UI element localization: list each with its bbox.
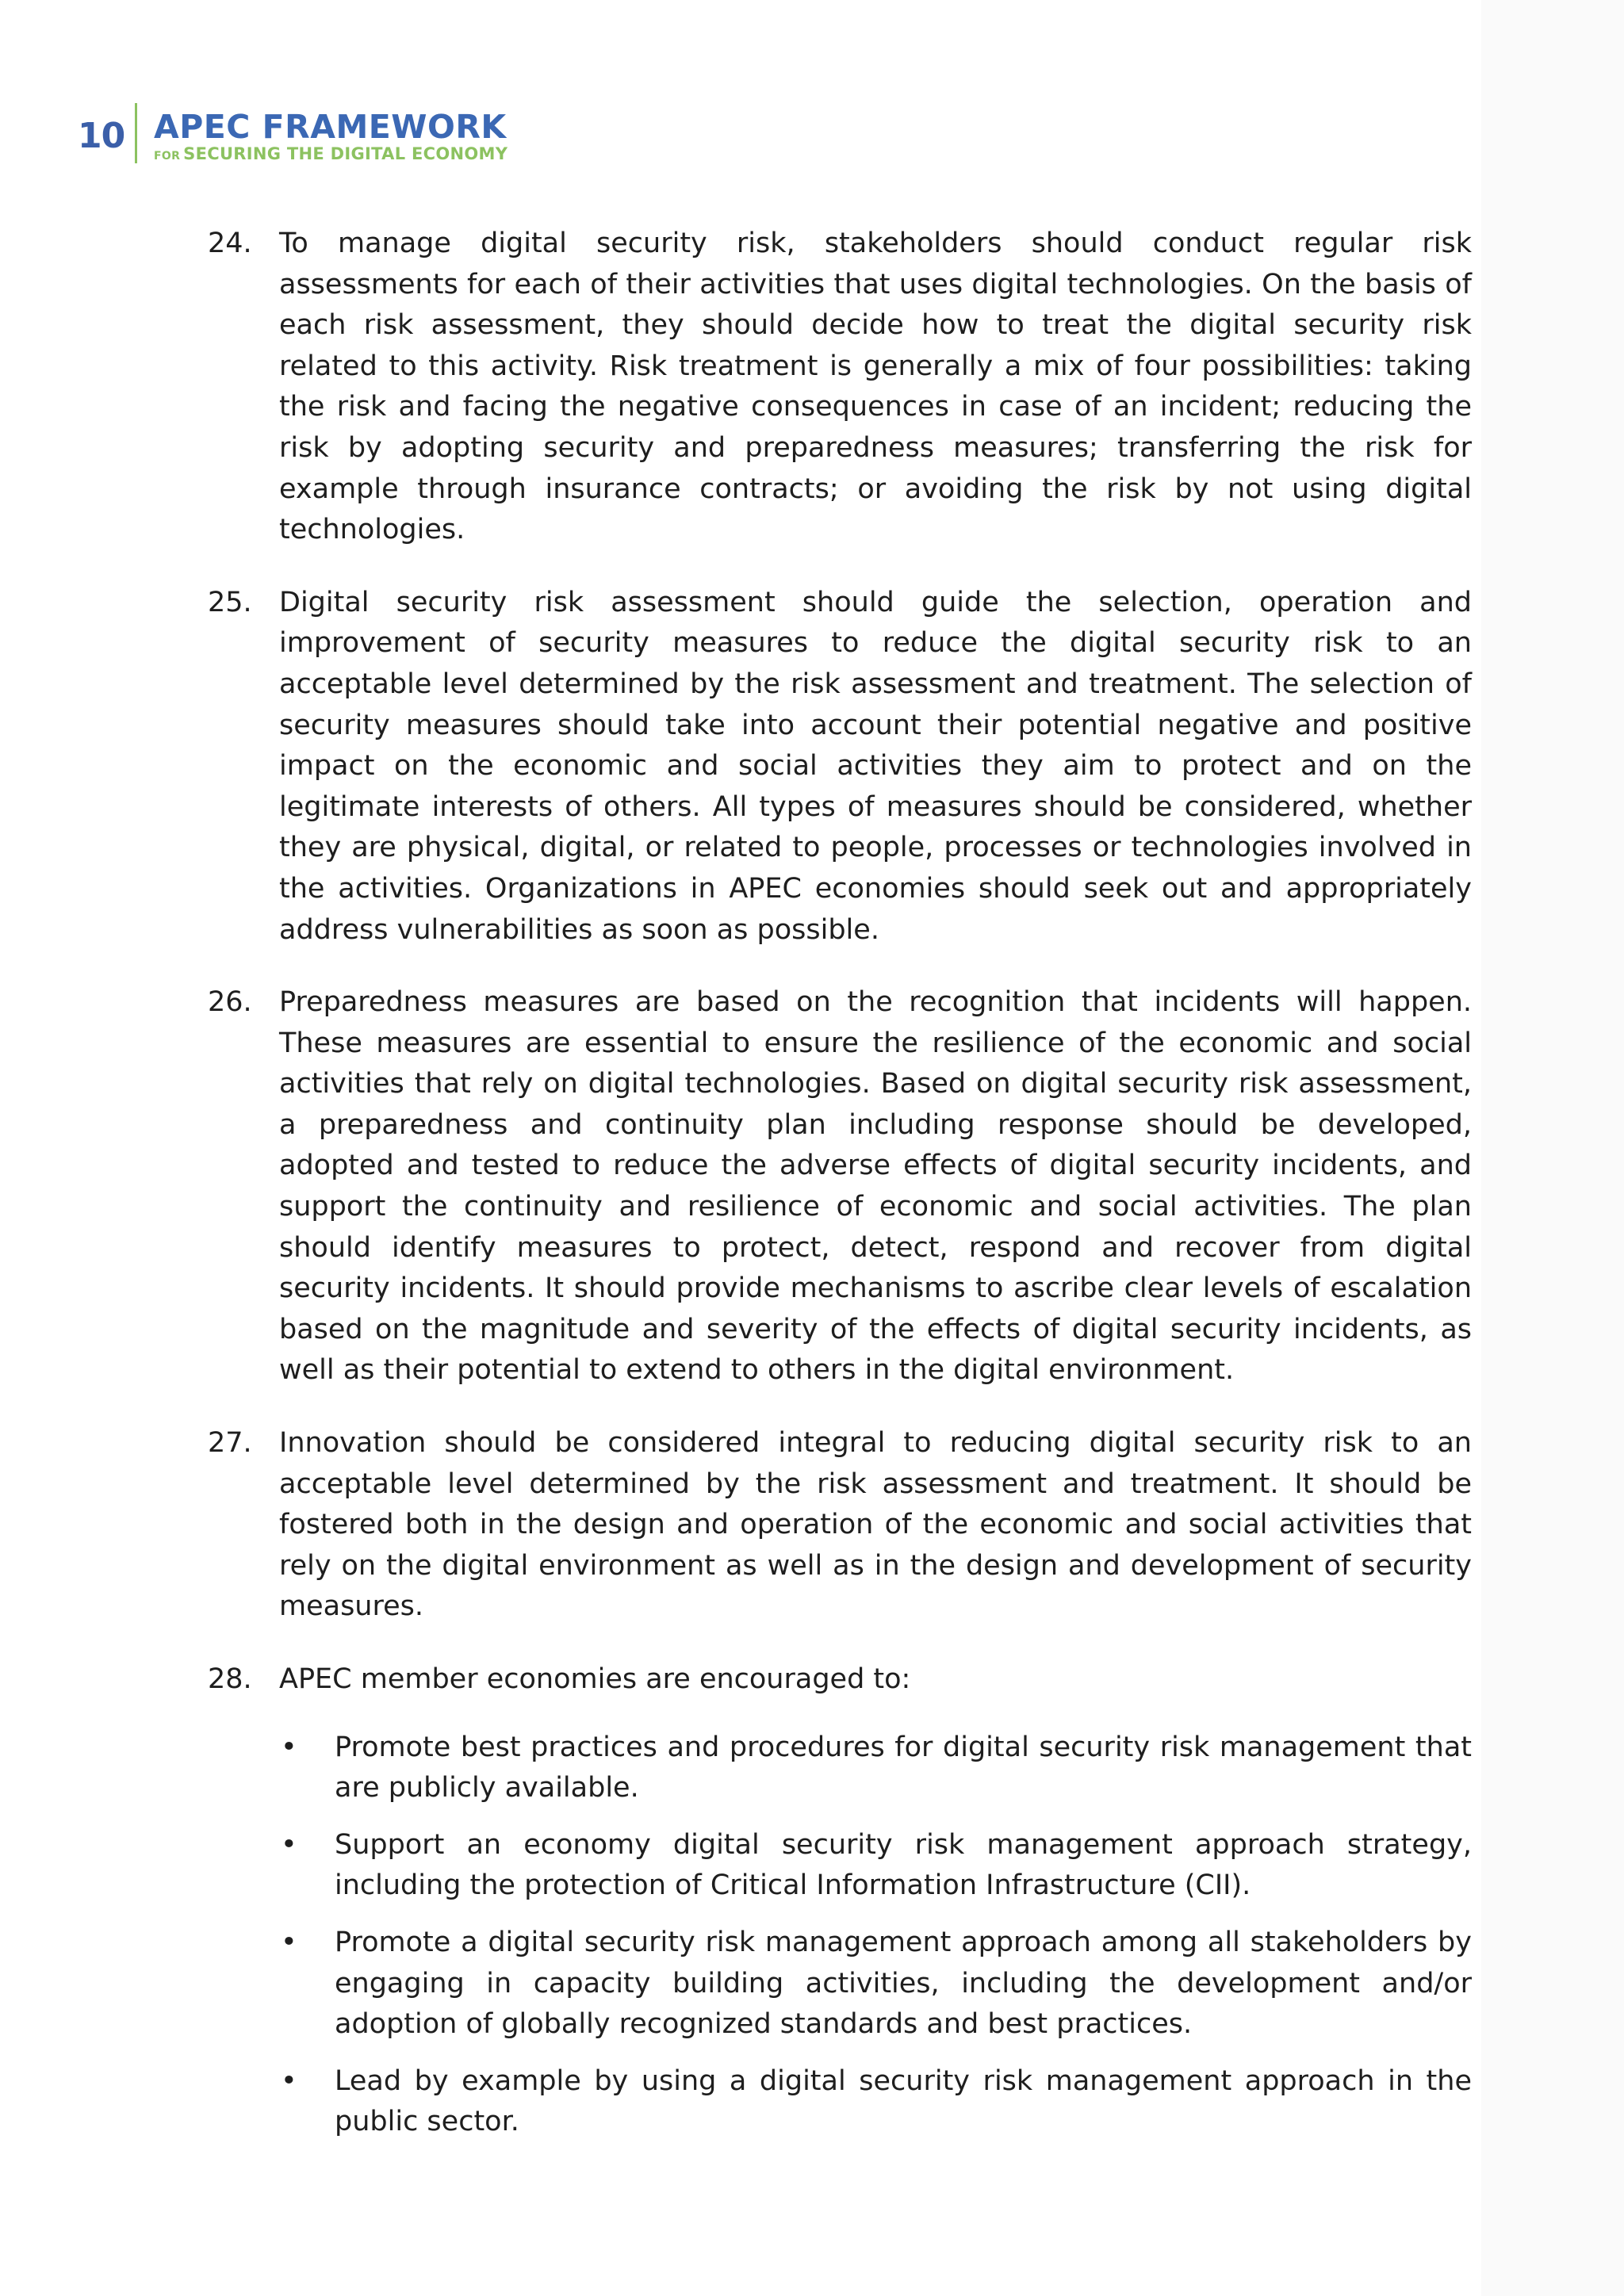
paragraph-27	[208, 1423, 1472, 1628]
paragraph-number: 24.	[208, 228, 252, 259]
bullet-text: Lead by example by using a digital security risk management approach in the public sector.	[335, 2064, 1472, 2138]
paragraph-text: Preparedness measures are based on the recognition that incidents will happen. These measures are essential to ensure the resilience of the economic and social activities that rely on digital technologies. Based on digital security risk assessment, a preparedness and continuity plan including response should be developed, adopted and tested to reduce the adverse effects of digital security incidents, and support the continuity and resilience of economic and social activities. The plan should identify measures to protect, detect, respond and recover from digital security incidents. It should provide mechanisms to ascribe clear levels of escalation based on the magnitude and severity of the effects of digital security incidents, as well as their potential to extend to others in the digital environment.	[279, 986, 1472, 1387]
paragraph-text: Innovation should be considered integral to reducing digital security risk to an acceptable level determined by the risk assessment and treatment. It should be fostered both in the design and operation of the economic and social activities that rely on the digital environment as well as in the design and development of security measures.	[279, 1427, 1472, 1623]
bullet-item	[279, 1825, 1472, 1907]
paragraph-number: 27.	[208, 1427, 252, 1460]
page-number: 10	[78, 116, 125, 156]
bullet-icon: •	[281, 1731, 297, 1763]
header-divider	[135, 103, 137, 163]
paragraph-number: 26.	[208, 986, 252, 1019]
subtitle-prefix: FOR	[154, 150, 181, 163]
paragraph-number: 28.	[208, 1663, 252, 1695]
bullet-item	[279, 1728, 1472, 1809]
bullet-icon: •	[281, 1926, 297, 1958]
subtitle-text: SECURING THE DIGITAL ECONOMY	[183, 144, 508, 163]
bullet-item	[279, 1923, 1472, 2045]
bullet-list	[279, 1728, 1472, 2143]
paragraph-text: To manage digital security risk, stakeholders should conduct regular risk assessments for each of their activities that uses digital technologies. On the basis of each risk assessment, they should decide how to treat the digital security risk related to this activity. Risk treatment is generally a mix of four possibilities: taking the risk and facing the negative consequences in case of an incident; reducing the risk by adopting security and preparedness measures; transferring the risk for example through insurance contracts; or avoiding the risk by not using digital technologies.	[279, 228, 1472, 546]
bullet-icon: •	[281, 1828, 297, 1861]
framework-title: APEC FRAMEWORK	[154, 108, 507, 146]
document-body	[208, 224, 1472, 2159]
paragraph-text: Digital security risk assessment should guide the selection, operation and improvement of security measures to reduce the digital security risk to an acceptable level determined by the risk assessment and treatment. The selection of security measures should take into account their potential negative and positive impact on the economic and social activities they aim to protect and on the legitimate interests of others. All types of measures should be considered, whether they are physical, digital, or related to people, processes or technologies involved in the activities. Organizations in APEC economies should seek out and appropriately address vulnerabilities as soon as possible.	[279, 586, 1472, 946]
paragraph-26	[208, 982, 1472, 1391]
paragraph-number: 25.	[208, 586, 252, 618]
framework-subtitle	[154, 144, 508, 163]
bullet-icon: •	[281, 2064, 297, 2097]
paragraph-text: APEC member economies are encouraged to:	[279, 1663, 911, 1695]
bullet-item	[279, 2061, 1472, 2143]
paragraph-25	[208, 583, 1472, 951]
bullet-text: Promote a digital security risk management approach among all stakeholders by engaging in capacity building activities, including the development and/or adoption of globally recognized standards and best practices.	[335, 1926, 1472, 2041]
page-edge-shade	[1481, 0, 1624, 2296]
bullet-text: Support an economy digital security risk management approach strategy, including the protection of Critical Information Infrastructure (CII).	[335, 1828, 1472, 1902]
bullet-text: Promote best practices and procedures for digital security risk management that are publicly available.	[335, 1731, 1472, 1804]
paragraph-24	[208, 224, 1472, 551]
paragraph-28	[208, 1659, 1472, 1701]
